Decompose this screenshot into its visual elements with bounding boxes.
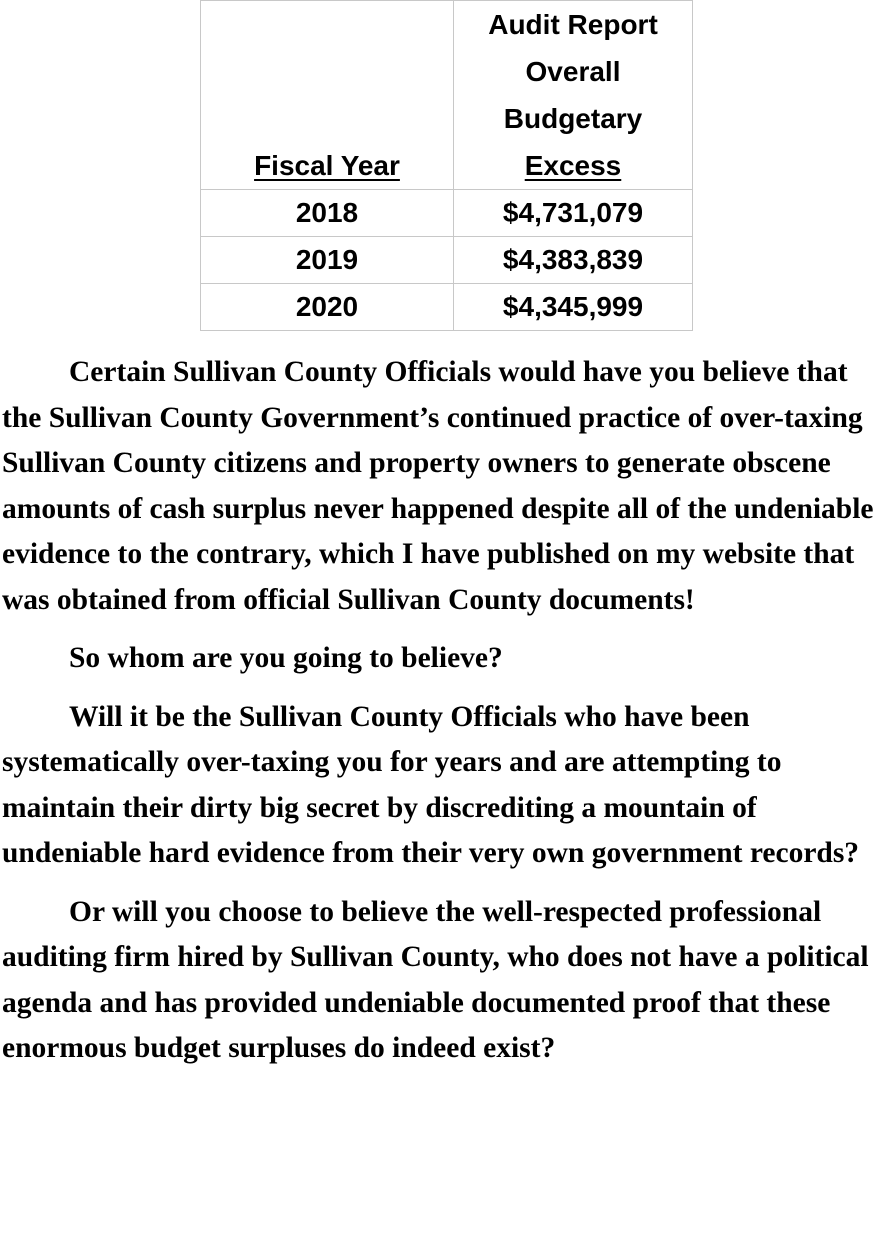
paragraph-officials-question: Will it be the Sullivan County Officials who have been systematically over-taxing you for years and are attempting to maintain their dirty big secret by discrediting a mountain of undeniable hard evidence from their very own government records? <box>2 700 860 869</box>
table-row <box>201 237 693 284</box>
table-header-row <box>201 1 693 190</box>
excess-header-line-1: Audit Report <box>488 9 658 40</box>
year-cell: 2018 <box>201 190 454 237</box>
paragraph-officials-claim: Certain Sullivan County Officials would have you believe that the Sullivan County Government’s continued practice of over-taxing Sullivan County citizens and property owners to generate obscene amounts of cash surplus never happened despite all of the undeniable evidence to the contrary, which I have published on my website that was obtained from official Sullivan County documents! <box>2 356 874 616</box>
fiscal-year-header <box>201 1 454 190</box>
year-cell: 2019 <box>201 237 454 284</box>
excess-cell: $4,345,999 <box>454 284 693 331</box>
table-row <box>201 190 693 237</box>
fiscal-year-header-label: Fiscal Year <box>254 150 400 181</box>
year-cell: 2020 <box>201 284 454 331</box>
audit-table-container <box>200 0 693 331</box>
budgetary-excess-header <box>454 1 693 190</box>
paragraph-auditors-question: Or will you choose to believe the well-respected professional auditing firm hired by Sullivan County, who does not have a political agenda and has provided undeniable documented proof that these enormous budget surpluses do indeed exist? <box>2 895 869 1064</box>
article-body <box>2 350 880 1072</box>
excess-cell: $4,383,839 <box>454 237 693 284</box>
excess-cell: $4,731,079 <box>454 190 693 237</box>
table-row <box>201 284 693 331</box>
audit-excess-table <box>200 0 693 331</box>
excess-header-line-4: Excess <box>524 150 622 181</box>
excess-header-line-3: Budgetary <box>503 103 643 134</box>
paragraph-whom-believe: So whom are you going to believe? <box>69 642 503 674</box>
excess-header-line-2: Overall <box>525 56 621 87</box>
